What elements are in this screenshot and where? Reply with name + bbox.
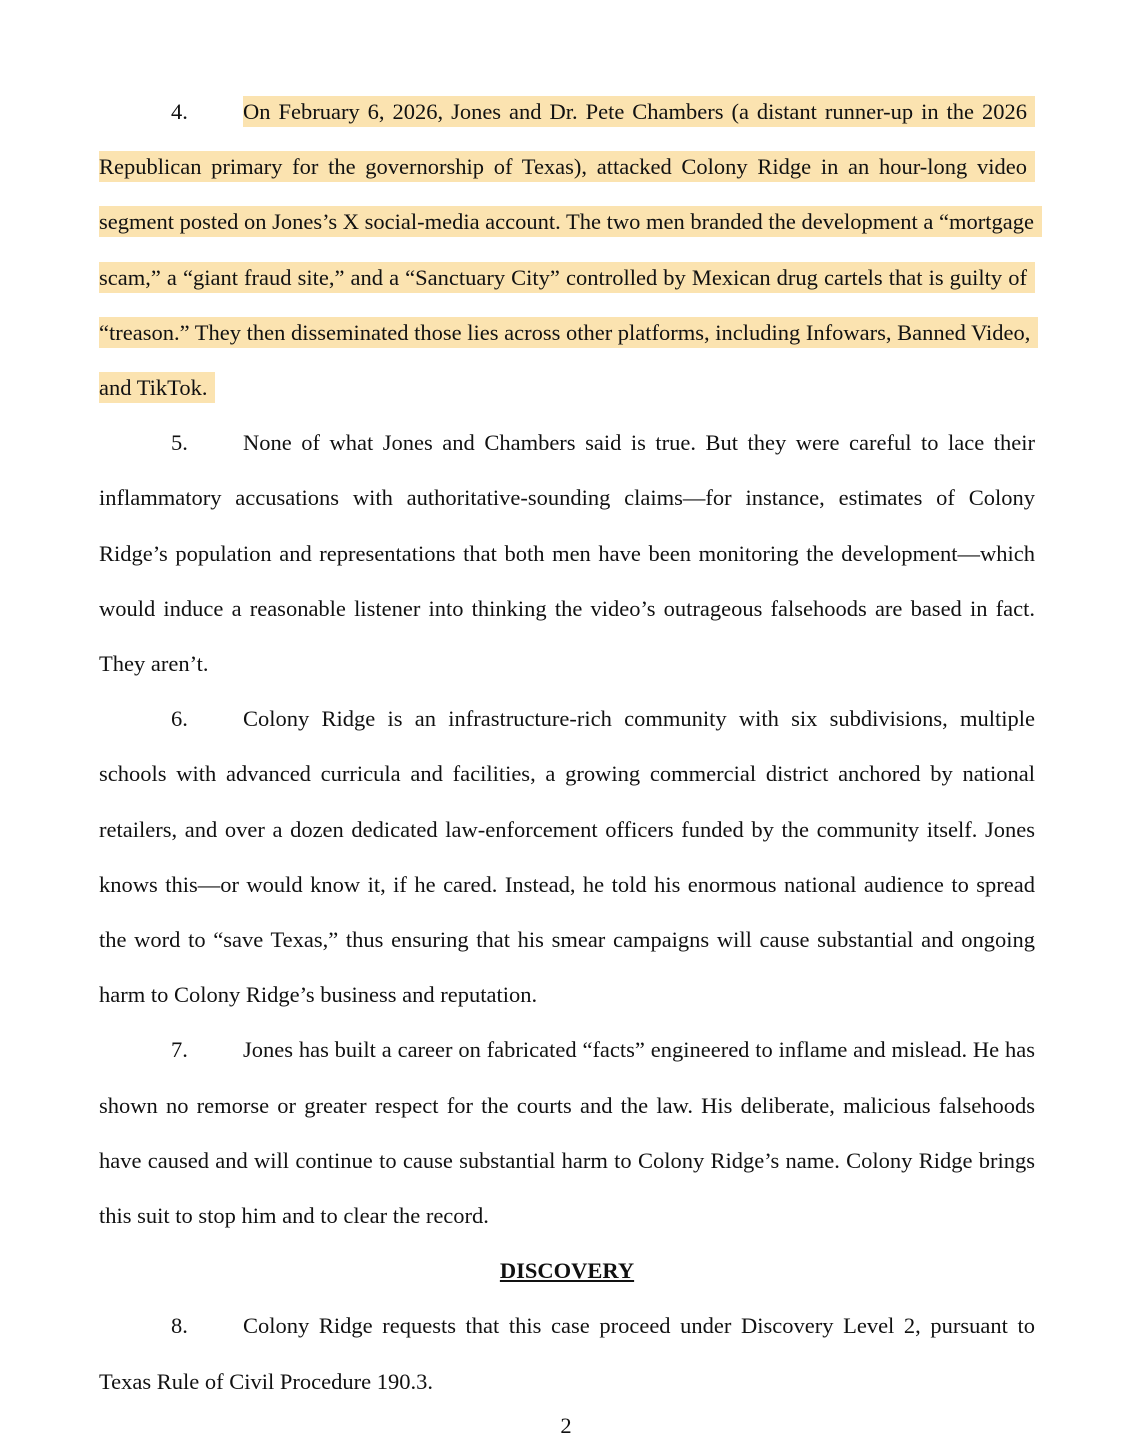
paragraph-text: Colony Ridge is an infrastructure-rich community with six subdivisions, multiple schools with advanced curricula and facilities, a growing commercial district anchored by national retailers, and over a dozen dedicated law-enforcement officers funded by the community itself. Jones knows this—or would know it, if he cared. Instead, he told his enormous national audience to spread the word to “save Texas,” thus ensuring that his smear campaigns will cause substantial and ongoing harm to Colony Ridge’s business and reputation. xyxy=(99,706,1035,1008)
paragraph-text: Colony Ridge requests that this case proceed under Discovery Level 2, pursuant to Texas Rule of Civil Procedure 190.3. xyxy=(99,1313,1035,1394)
paragraph-number: 5. xyxy=(171,430,188,456)
paragraph-text: None of what Jones and Chambers said is true. But they were careful to lace their inflammatory accusations with authoritative-sounding claims—for instance, estimates of Colony Ridge’s population and representations that both men have been monitoring the development—which would induce a reasonable listener into thinking the video’s outrageous falsehoods are based in fact. They aren’t. xyxy=(99,430,1035,677)
paragraph-4 xyxy=(99,84,1035,415)
paragraph-5 xyxy=(99,415,1035,691)
paragraph-number: 8. xyxy=(171,1313,188,1339)
paragraph-text: Jones has built a career on fabricated “facts” engineered to inflame and mislead. He has shown no remorse or greater respect for the courts and the law. His deliberate, malicious falsehoods have caused and will continue to cause substantial harm to Colony Ridge’s name. Colony Ridge brings this suit to stop him and to clear the record. xyxy=(99,1037,1035,1229)
page-number: 2 xyxy=(560,1413,572,1438)
section-heading: DISCOVERY xyxy=(499,1258,635,1284)
highlighted-text: On February 6, 2026, Jones and Dr. Pete Chambers (a distant runner-up in the 2026 Republican primary for the governorship of Texas), attacked Colony Ridge in an hour-long video segment posted on Jones’s X social-media account. The two men branded the development a “mortgage scam,” a “giant fraud site,” and a “Sanctuary City” controlled by Mexican drug cartels that is guilty of “treason.” They then disseminated those lies across other platforms, including Infowars, Banned Video, and TikTok. xyxy=(99,96,1042,403)
paragraph-number: 4. xyxy=(171,99,188,124)
paragraph-8 xyxy=(99,1298,1035,1408)
paragraph-6 xyxy=(99,691,1035,1022)
document-body xyxy=(99,84,1035,1409)
paragraph-7 xyxy=(99,1022,1035,1243)
paragraph-number: 7. xyxy=(171,1037,188,1063)
paragraph-number: 6. xyxy=(171,706,188,732)
